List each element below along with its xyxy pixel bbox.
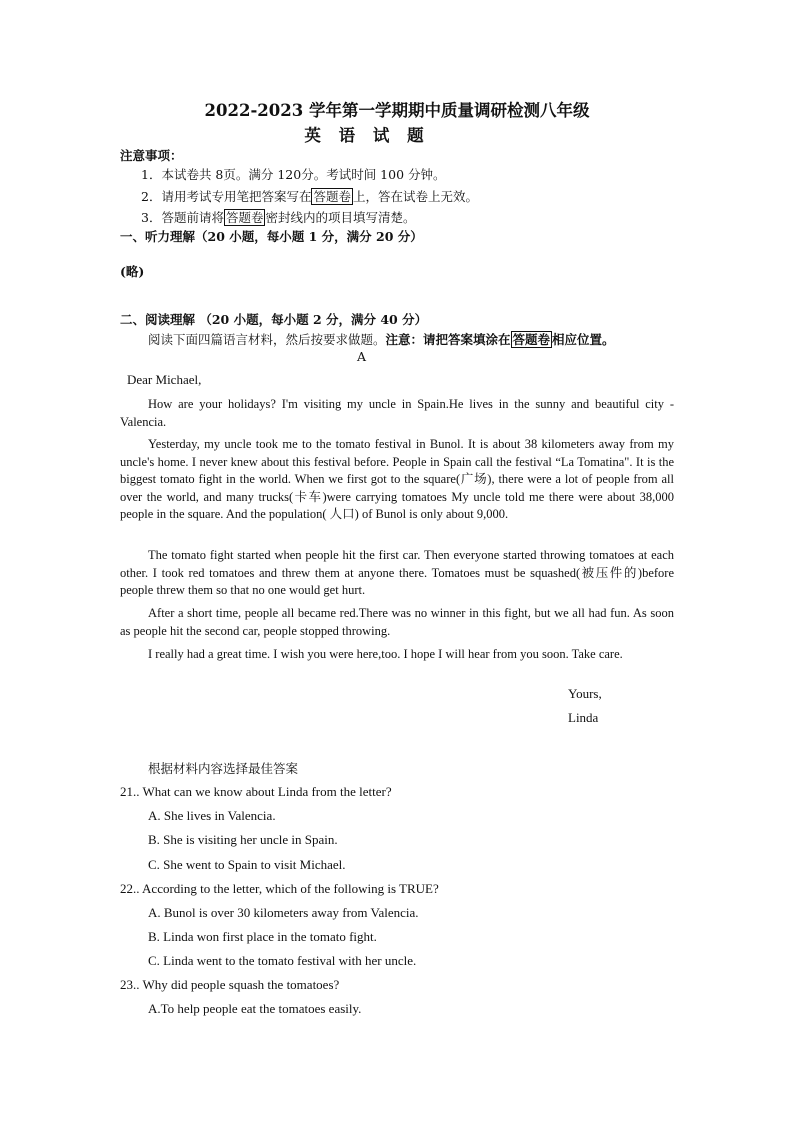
notice-item-1: 1．本试卷共 8页。满分 120分。考试时间 100 分钟。 (141, 167, 446, 182)
section2-instruction (148, 330, 615, 348)
letter-paragraph-4: After a short time, people all became red.There was no winner in this fight, but we all had fun. As soon as people hit the second car, people stopped throwing. (120, 606, 674, 638)
exam-subtitle: 英 语 试 题 (304, 126, 430, 145)
letter-paragraph-1: How are your holidays? I'm visiting my uncle in Spain.He lives in the sunny and beautiful city -Valencia. (120, 397, 674, 429)
question-22-option-a: A. Bunol is over 30 kilometers away from Valencia. (148, 905, 419, 920)
question-22-option-c: C. Linda went to the tomato festival with her uncle. (148, 953, 417, 968)
notice-item-3-text: 3．答题前请将 (141, 210, 224, 225)
answer-sheet-box: 答题卷 (313, 189, 351, 204)
section2-heading: 二、阅读理解 （20 小题，每小题 2 分，满分 40 分） (120, 312, 428, 327)
instruction-note: 注意：请把答案填涂在 (385, 332, 511, 347)
questions-intro: 根据材料内容选择最佳答案 (148, 761, 299, 776)
answer-sheet-box: 答题卷 (512, 332, 551, 347)
notice-item-3-tail: 密封线内的项目填写清楚。 (265, 210, 416, 225)
letter-greeting: Dear Michael, (127, 372, 202, 387)
question-22: 22.. According to the letter, which of the following is TRUE? (120, 881, 439, 896)
letter-signature: Linda (568, 710, 599, 725)
question-22-option-b: B. Linda won first place in the tomato fight. (148, 929, 377, 944)
notice-heading: 注意事项： (120, 148, 183, 163)
notice-item-2 (141, 187, 478, 205)
exam-title: 2022-2023 学年第一学期期中质量调研检测八年级 (204, 101, 590, 120)
letter-paragraph-3: The tomato fight started when people hit the first car. Then everyone started throwing tomatoes at each other. I took red tomatoes and threw them at anyone there. Tomatoes must be squashed(被压件的)before people threw them so that no one would get hurt. (120, 548, 674, 597)
question-21-option-b: B. She is visiting her uncle in Spain. (148, 832, 338, 847)
letter-paragraph-5: I really had a great time. I wish you were here,too. I hope I will hear from you soon. Take care. (148, 647, 623, 661)
question-21: 21.. What can we know about Linda from the letter? (120, 784, 392, 799)
section1-heading: 一、听力理解（20 小题，每小题 1 分，满分 20 分） (120, 229, 423, 244)
answer-sheet-box: 答题卷 (225, 210, 264, 225)
question-21-option-a: A. She lives in Valencia. (148, 808, 276, 823)
notice-item-2-tail: 上，答在试卷上无效。 (352, 189, 478, 204)
notice-item-2-text: 2．请用考试专用笔把答案写在 (141, 189, 312, 204)
letter-closing: Yours, (568, 686, 602, 701)
question-23: 23.. Why did people squash the tomatoes? (120, 977, 340, 992)
question-23-option-a: A.To help people eat the tomatoes easily. (148, 1001, 362, 1016)
question-21-option-c: C. She went to Spain to visit Michael. (148, 857, 346, 872)
letter-paragraph-2: Yesterday, my uncle took me to the tomato festival in Bunol. It is about 38 kilometers away from my uncle's home. I never knew about this festival before. People in Spain call the festival “La Tomatina". It is the biggest tomato fight in the world. When we first got to the square(广场), there were a lot of people from all over the world, and many trucks(卡车)were carrying tomatoes My uncle told me there were about 38,000 people in the square. And the population( 人口) of Bunol is only about 9,000. (120, 437, 674, 521)
section1-note: (略) (120, 264, 145, 279)
instruction-tail: 相应位置。 (552, 332, 615, 347)
instruction-text: 阅读下面四篇语言材料，然后按要求做题。 (148, 332, 386, 347)
passage-label: A (357, 349, 367, 364)
notice-item-3 (141, 208, 416, 226)
